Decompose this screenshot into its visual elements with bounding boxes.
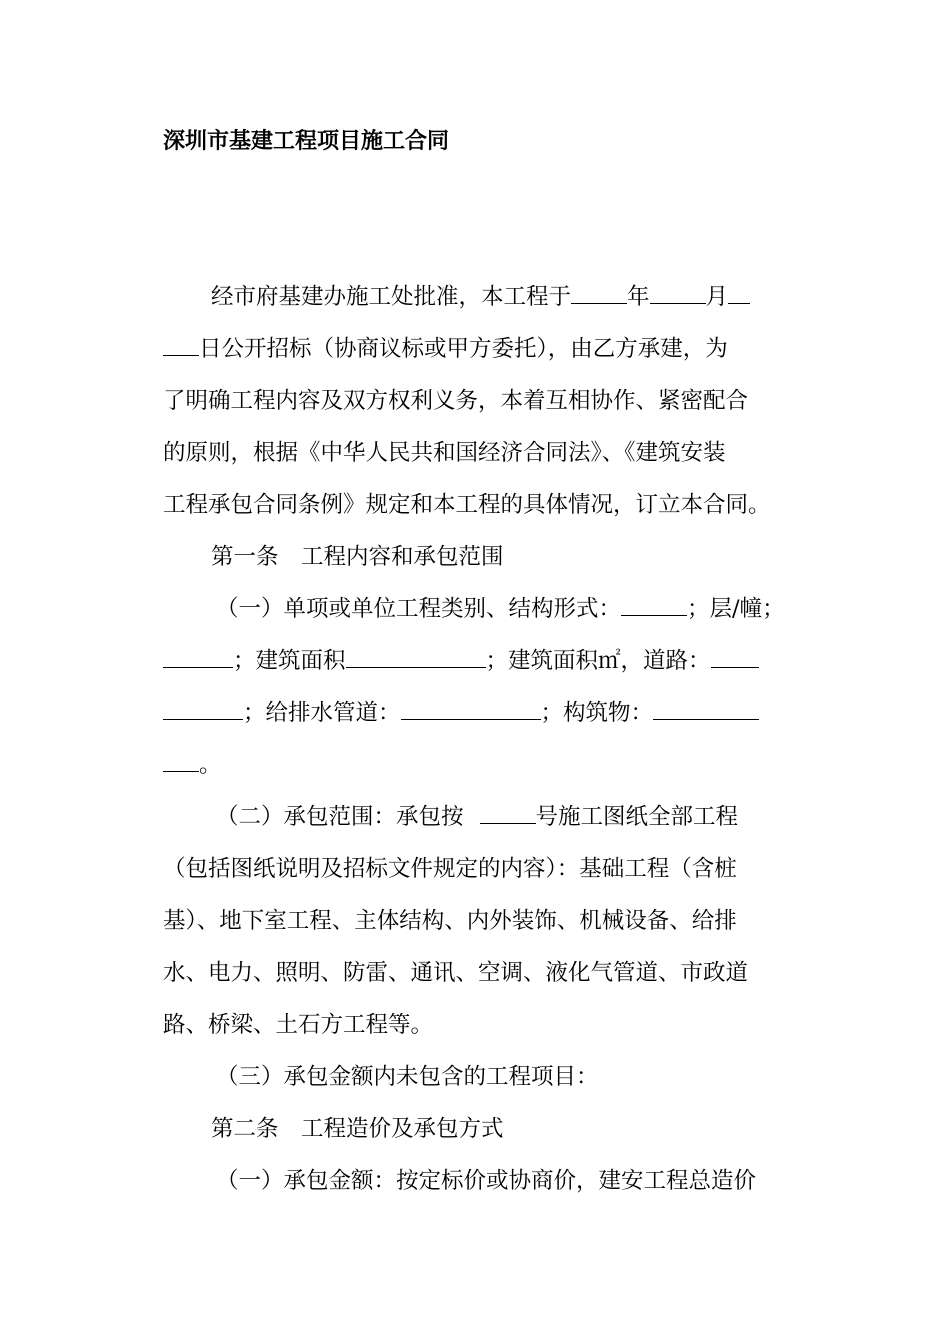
floors-blank bbox=[163, 645, 233, 668]
article-1-item-2-line-1 bbox=[216, 800, 738, 834]
article-1-item-1-line-4 bbox=[163, 748, 222, 782]
article-1-item-2-line-2: （包括图纸说明及招标文件规定的内容）：基础工程（含桩 bbox=[163, 856, 737, 882]
article-1-item-2-line-3: 基）、地下室工程、主体结构、内外装饰、机械设备、给排 bbox=[163, 908, 737, 934]
item-text: ；给排水管道： bbox=[243, 700, 401, 726]
pipe-blank bbox=[401, 697, 541, 720]
item-text: 。 bbox=[199, 752, 222, 778]
intro-line-5: 工程承包合同条例》规定和本工程的具体情况，订立本合同。 bbox=[163, 492, 771, 518]
article-1-item-2-line-4: 水、电力、照明、防雷、通讯、空调、液化气管道、市政道 bbox=[163, 960, 749, 986]
intro-text: 经市府基建办施工处批准，本工程于 bbox=[211, 284, 572, 310]
article-1-item-1-line-2 bbox=[163, 644, 759, 678]
intro-line-1 bbox=[211, 280, 750, 314]
item-text: （一）单项或单位工程类别、结构形式： bbox=[216, 596, 622, 622]
article-1-heading: 第一条 工程内容和承包范围 bbox=[211, 544, 504, 570]
article-1-item-3: （三）承包金额内未包含的工程项目： bbox=[216, 1064, 599, 1090]
building-area-blank bbox=[346, 645, 486, 668]
drawing-number-blank bbox=[480, 801, 536, 824]
year-blank bbox=[571, 281, 627, 304]
intro-text: 日公开招标（协商议标或甲方委托），由乙方承建，为 bbox=[199, 336, 728, 362]
day-blank-end bbox=[163, 333, 199, 356]
article-2-heading: 第二条 工程造价及承包方式 bbox=[211, 1116, 504, 1142]
article-1-item-1-line-3 bbox=[163, 696, 759, 730]
road-blank-start bbox=[711, 645, 759, 668]
road-blank-end bbox=[163, 697, 243, 720]
item-text: ；构筑物： bbox=[540, 700, 654, 726]
article-2-item-1: （一）承包金额：按定标价或协商价，建安工程总造价 bbox=[216, 1168, 757, 1194]
item-text: （二）承包范围：承包按 bbox=[216, 804, 464, 830]
item-text: ；层/幢； bbox=[687, 596, 785, 622]
day-blank-start bbox=[728, 281, 750, 304]
intro-line-4: 的原则，根据《中华人民共和国经济合同法》、《建筑安装 bbox=[163, 440, 726, 466]
item-text: ；建筑面积 bbox=[233, 648, 346, 674]
structure-item-blank-end bbox=[163, 749, 199, 772]
month-blank bbox=[650, 281, 706, 304]
intro-line-2 bbox=[163, 332, 728, 366]
article-1-item-1-line-1 bbox=[216, 592, 785, 626]
month-label: 月 bbox=[705, 284, 729, 310]
year-label: 年 bbox=[627, 284, 650, 310]
structure-item-blank-start bbox=[653, 697, 759, 720]
article-1-item-2-line-5: 路、桥梁、土石方工程等。 bbox=[163, 1012, 434, 1038]
item-text: 号施工图纸全部工程 bbox=[535, 804, 739, 830]
item-text: ；建筑面积㎡，道路： bbox=[485, 648, 711, 674]
structure-blank bbox=[621, 593, 687, 616]
document-title: 深圳市基建工程项目施工合同 bbox=[163, 128, 450, 154]
intro-line-3: 了明确工程内容及双方权利义务，本着互相协作、紧密配合 bbox=[163, 388, 749, 414]
